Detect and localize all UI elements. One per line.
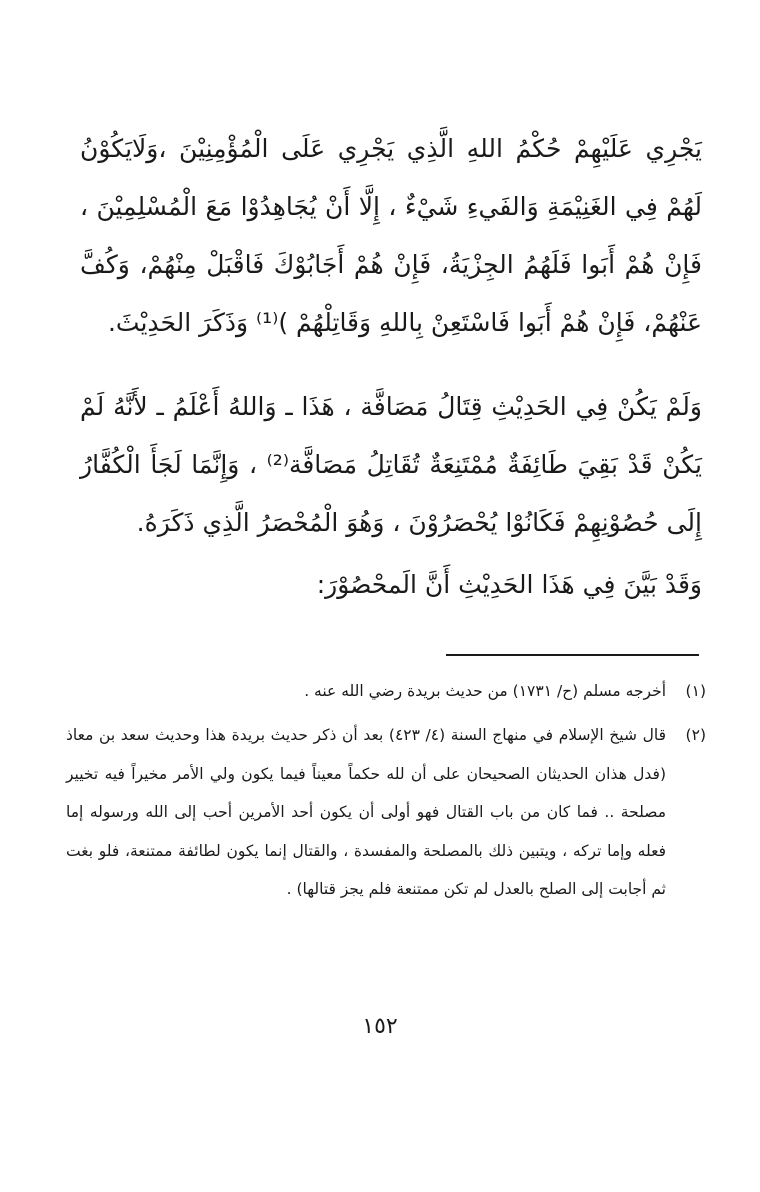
footnote-text: قال شيخ الإسلام في منهاج السنة (٤/ ٤٢٣) بعد أن ذكر حديث بريدة هذا وحديث سعد بن معاذ (فدل هذان الحديثان الصحيحان على أن لله حكماً معيناً فيما يكون ولي الأمر مخيراً فيه تخيير مصلحة .. فما كان من باب القتال فهو أولى أن يكون أحد الأمرين أحب إلى الله ورسوله إما فعله وإما تركه ، ويتبين ذلك بالمصلحة والمفسدة ، والقتال إنما يكون لطائفة ممتنعة، فلو بغت ثم أجابت إلى الصلح بالعدل لم تكن ممتنعة فلم يجز قتالها) .: [66, 726, 666, 898]
footnote-text: أخرجه مسلم (ح/ ١٧٣١) من حديث بريدة رضي الله عنه .: [304, 682, 666, 700]
paragraph-text: وَلَمْ يَكُنْ فِي الحَدِيْثِ قِتَالُ مَصَافَّة ، هَذَا ـ وَاللهُ أَعْلَمُ ـ لأَنَّهُ لَمْ يَكُنْ قَدْ بَقِيَ طَائِفَةٌ مُمْتَنِعَةٌ تُقَاتِلُ مَصَافَّة⁽²⁾ ، وَإِنَّمَا لَجَأَ الْكُفَّارُ إِلَى حُصُوْنِهِمْ فَكَانُوْا يُحْصَرُوْنَ ، وَهُوَ الْمُحْصَرُ الَّذِي ذَكَرَهُ.: [80, 392, 702, 537]
paragraph-text: وَقَدْ بَيَّنَ فِي هَذَا الحَدِيْثِ أَنَّ الَمحْصُوْرَ:: [316, 570, 702, 599]
footnote: [66, 672, 706, 711]
footnote-number: (١): [685, 682, 706, 700]
footnotes-section: [66, 0, 706, 1000]
paragraph-text: يَجْرِي عَلَيْهِمْ حُكْمُ اللهِ الَّذِي يَجْرِي عَلَى الْمُؤْمِنِيْنَ ،وَلَايَكُوْنُ لَهُمْ فِي الغَنِيْمَةِ وَالفَيءِ شَيْءٌ ، إِلَّا أَنْ يُجَاهِدُوْا مَعَ الْمُسْلِمِيْنَ ، فَإِنْ هُمْ أَبَوا فَلَهُمُ الجِزْيَةُ، فَإِنْ هُمْ أَجَابُوْكَ فَاقْبَلْ مِنْهُمْ، وَكُفَّ عَنْهُمْ، فَإِنْ هُمْ أَبَوا فَاسْتَعِنْ بِاللهِ وَقَاتِلْهُمْ )⁽¹⁾ وَذَكَرَ الحَدِيْثَ.: [80, 134, 702, 337]
page-number: ١٥٢: [362, 1014, 398, 1039]
footnote: [66, 716, 706, 909]
footnote-number: (٢): [685, 726, 706, 744]
